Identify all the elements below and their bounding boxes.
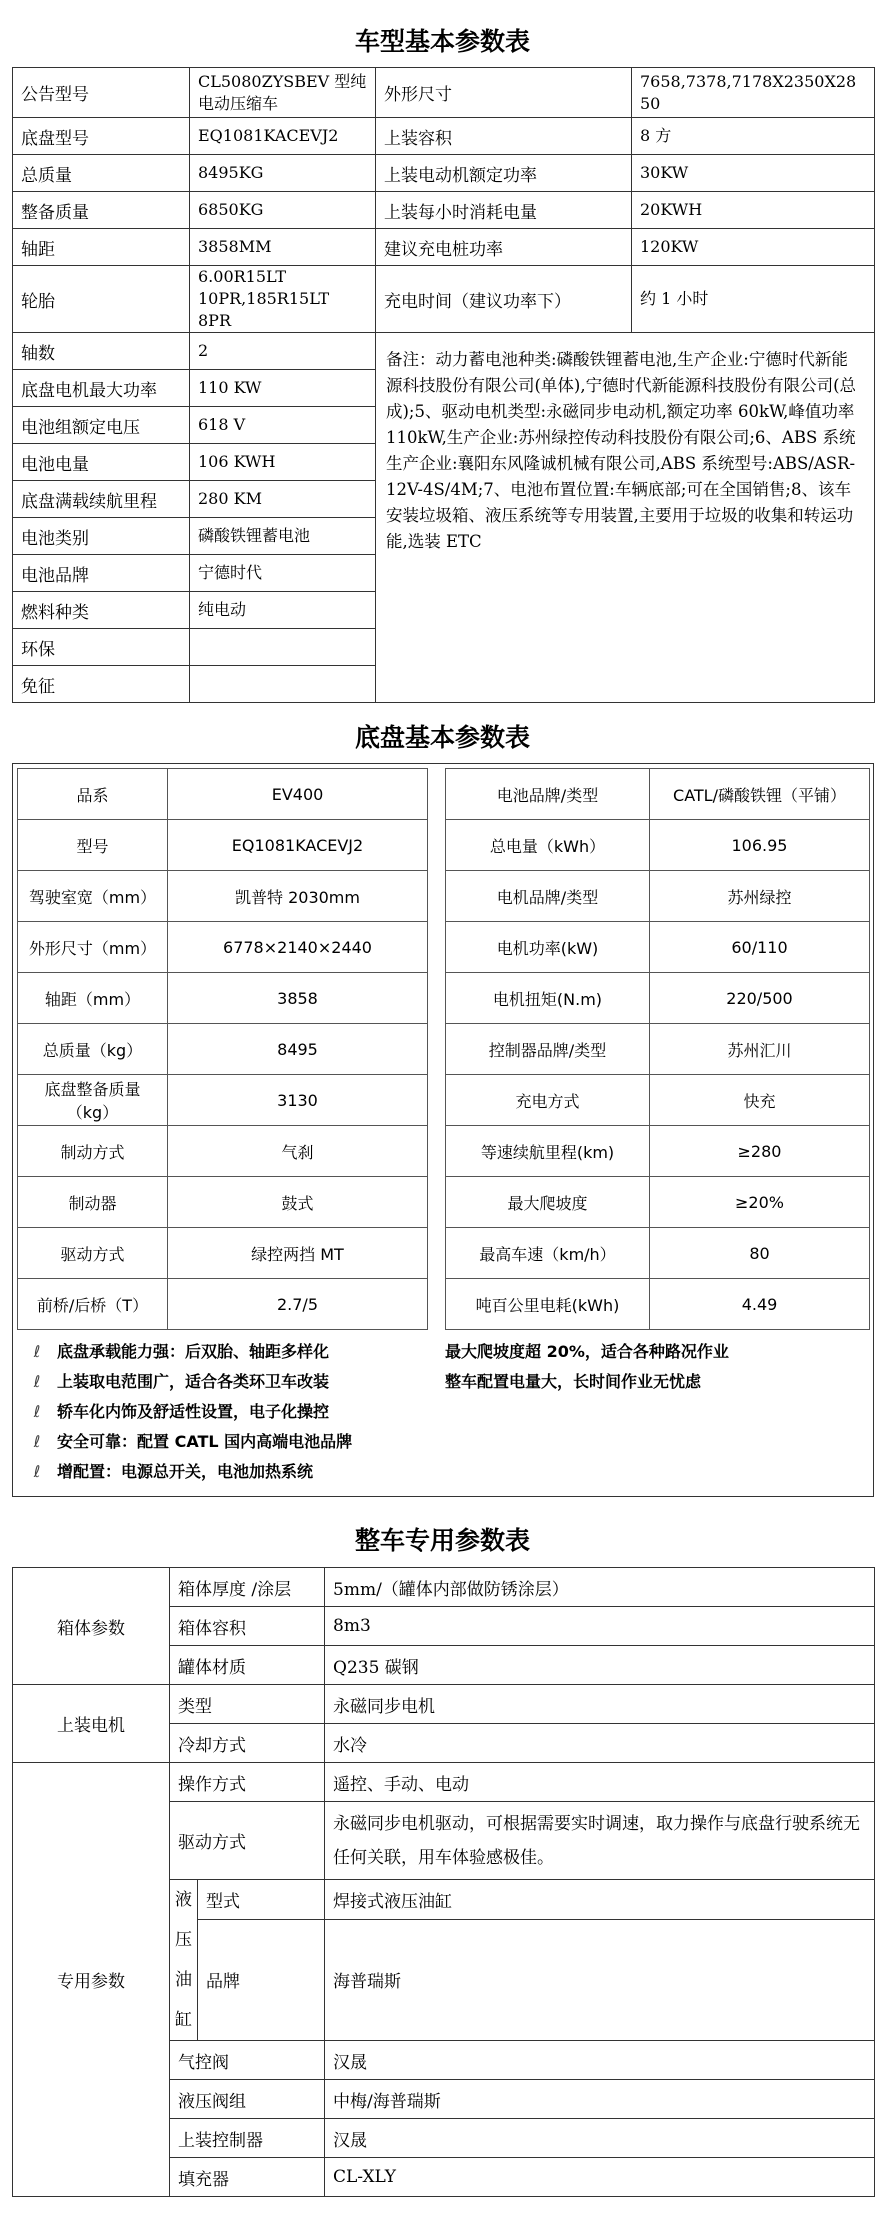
value-cell: 106.95 xyxy=(650,820,870,871)
value-cell: 3130 xyxy=(168,1075,428,1126)
label-cell: 最高车速（km/h） xyxy=(446,1228,650,1279)
feature-item xyxy=(17,1429,869,1452)
value-cell: 3858MM xyxy=(190,229,376,266)
value-cell: 海普瑞斯 xyxy=(325,1919,875,2040)
value-cell: 气刹 xyxy=(168,1126,428,1177)
label-cell: 液压阀组 xyxy=(170,2080,325,2119)
label-cell: 箱体容积 xyxy=(170,1607,325,1646)
group-label-box: 箱体参数 xyxy=(13,1568,170,1685)
feature-left: 上装取电范围广，适合各类环卫车改装 xyxy=(57,1372,330,1391)
value-cell: 5mm/（罐体内部做防锈涂层） xyxy=(325,1568,875,1607)
label-cell: 轴距 xyxy=(13,229,190,266)
feature-item xyxy=(17,1369,869,1392)
table-row xyxy=(13,1568,875,1607)
chassis-params-table xyxy=(17,768,870,1330)
column-gap xyxy=(428,871,446,922)
value-cell: ≥280 xyxy=(650,1126,870,1177)
label-cell: 底盘满载续航里程 xyxy=(13,481,190,518)
label-cell: 箱体厚度 /涂层 xyxy=(170,1568,325,1607)
table-row xyxy=(18,820,870,871)
label-cell: 公告型号 xyxy=(13,68,190,118)
value-cell: 遥控、手动、电动 xyxy=(325,1763,875,1802)
table-row xyxy=(13,1763,875,1802)
column-gap xyxy=(428,1075,446,1126)
column-gap xyxy=(428,769,446,820)
value-cell: EQ1081KACEVJ2 xyxy=(168,820,428,871)
table-row xyxy=(13,192,875,229)
value-cell: CL-XLY xyxy=(325,2158,875,2197)
value-cell: 苏州绿控 xyxy=(650,871,870,922)
column-gap xyxy=(428,1177,446,1228)
table-row xyxy=(18,769,870,820)
label-cell: 品系 xyxy=(18,769,168,820)
table-row xyxy=(18,1126,870,1177)
table-row xyxy=(18,1177,870,1228)
value-cell: 2.7/5 xyxy=(168,1279,428,1330)
label-cell: 电机扭矩(N.m) xyxy=(446,973,650,1024)
label-cell: 制动器 xyxy=(18,1177,168,1228)
label-cell: 制动方式 xyxy=(18,1126,168,1177)
label-cell: 总质量（kg） xyxy=(18,1024,168,1075)
label-cell: 罐体材质 xyxy=(170,1646,325,1685)
feature-right: 最大爬坡度超 20%，适合各种路况作业 xyxy=(445,1342,729,1361)
value-cell: 30KW xyxy=(632,155,875,192)
label-cell: 总质量 xyxy=(13,155,190,192)
label-cell: 冷却方式 xyxy=(170,1724,325,1763)
feature-item xyxy=(17,1399,869,1422)
column-gap xyxy=(428,922,446,973)
column-gap xyxy=(428,820,446,871)
label-cell: 前桥/后桥（T） xyxy=(18,1279,168,1330)
label-cell: 总电量（kWh） xyxy=(446,820,650,871)
value-cell: 3858 xyxy=(168,973,428,1024)
label-cell: 驱动方式 xyxy=(18,1228,168,1279)
value-cell: 快充 xyxy=(650,1075,870,1126)
label-cell: 充电时间（建议功率下） xyxy=(376,266,632,333)
label-cell: 电机功率(kW) xyxy=(446,922,650,973)
label-cell: 电池类别 xyxy=(13,518,190,555)
label-cell: 上装电动机额定功率 xyxy=(376,155,632,192)
value-cell: 8495 xyxy=(168,1024,428,1075)
value-cell: 20KWH xyxy=(632,192,875,229)
column-gap xyxy=(428,1024,446,1075)
value-cell xyxy=(190,666,376,703)
feature-item xyxy=(17,1339,869,1362)
value-cell: CL5080ZYSBEV 型纯电动压缩车 xyxy=(190,68,376,118)
value-cell: 宁德时代 xyxy=(190,555,376,592)
label-cell: 品牌 xyxy=(198,1919,325,2040)
value-cell: 磷酸铁锂蓄电池 xyxy=(190,518,376,555)
feature-left: 轿车化内饰及舒适性设置，电子化操控 xyxy=(57,1402,330,1421)
value-cell: 220/500 xyxy=(650,973,870,1024)
bullet-icon: ℓ xyxy=(33,1462,41,1481)
value-cell: 80 xyxy=(650,1228,870,1279)
label-cell: 整备质量 xyxy=(13,192,190,229)
value-cell: 永磁同步电机驱动，可根据需要实时调速，取力操作与底盘行驶系统无任何关联，用车体验感极佳。 xyxy=(325,1802,875,1880)
value-cell: 6850KG xyxy=(190,192,376,229)
value-cell: 汉晟 xyxy=(325,2041,875,2080)
value-cell: 鼓式 xyxy=(168,1177,428,1228)
table-row xyxy=(18,1075,870,1126)
value-cell: 280 KM xyxy=(190,481,376,518)
bullet-icon: ℓ xyxy=(33,1402,41,1421)
table-row xyxy=(13,333,875,370)
value-cell: 焊接式液压油缸 xyxy=(325,1880,875,1920)
value-cell: 中梅/海普瑞斯 xyxy=(325,2080,875,2119)
value-cell: 汉晟 xyxy=(325,2119,875,2158)
value-cell: EV400 xyxy=(168,769,428,820)
value-cell: ≥20% xyxy=(650,1177,870,1228)
table-row xyxy=(13,1685,875,1724)
label-cell: 填充器 xyxy=(170,2158,325,2197)
label-cell: 底盘电机最大功率 xyxy=(13,370,190,407)
feature-left: 增配置：电源总开关，电池加热系统 xyxy=(57,1462,314,1481)
value-cell: 60/110 xyxy=(650,922,870,973)
value-cell: 约 1 小时 xyxy=(632,266,875,333)
value-cell: Q235 碳钢 xyxy=(325,1646,875,1685)
value-cell: 8495KG xyxy=(190,155,376,192)
column-gap xyxy=(428,1228,446,1279)
label-cell: 建议充电桩功率 xyxy=(376,229,632,266)
value-cell: 120KW xyxy=(632,229,875,266)
value-cell: 苏州汇川 xyxy=(650,1024,870,1075)
table-row xyxy=(13,118,875,155)
special-params-table xyxy=(12,1567,875,2197)
label-cell: 电池品牌/类型 xyxy=(446,769,650,820)
label-cell: 电池品牌 xyxy=(13,555,190,592)
label-cell: 轴距（mm） xyxy=(18,973,168,1024)
label-cell: 电池电量 xyxy=(13,444,190,481)
table-row xyxy=(18,1279,870,1330)
hydraulic-cylinder-label xyxy=(170,1880,198,2041)
table-row xyxy=(13,155,875,192)
table-row xyxy=(18,922,870,973)
bullet-icon: ℓ xyxy=(33,1372,41,1391)
value-cell: 绿控两挡 MT xyxy=(168,1228,428,1279)
label-cell: 等速续航里程(km) xyxy=(446,1126,650,1177)
bullet-icon: ℓ xyxy=(33,1432,41,1451)
vehicle-params-table xyxy=(12,67,875,703)
value-cell: 水冷 xyxy=(325,1724,875,1763)
label-cell: 型式 xyxy=(198,1880,325,1920)
column-gap xyxy=(428,973,446,1024)
value-cell: EQ1081KACEVJ2 xyxy=(190,118,376,155)
value-cell: 8m3 xyxy=(325,1607,875,1646)
label-cell: 轴数 xyxy=(13,333,190,370)
label-cell: 驱动方式 xyxy=(170,1802,325,1880)
table-row xyxy=(18,871,870,922)
label-cell: 控制器品牌/类型 xyxy=(446,1024,650,1075)
group-label-special: 专用参数 xyxy=(13,1763,170,2197)
chassis-section xyxy=(12,763,874,1497)
value-cell: 8 方 xyxy=(632,118,875,155)
value-cell: 永磁同步电机 xyxy=(325,1685,875,1724)
value-cell: 7658,7378,7178X2350X2850 xyxy=(632,68,875,118)
vehicle-table-title: 车型基本参数表 xyxy=(354,27,530,56)
special-table-title: 整车专用参数表 xyxy=(354,1526,530,1555)
label-cell: 上装控制器 xyxy=(170,2119,325,2158)
table-row xyxy=(13,266,875,333)
value-cell: CATL/磷酸铁锂（平铺） xyxy=(650,769,870,820)
cyl-char: 油 xyxy=(175,1970,192,1990)
label-cell: 外形尺寸（mm） xyxy=(18,922,168,973)
label-cell: 电池组额定电压 xyxy=(13,407,190,444)
label-cell: 操作方式 xyxy=(170,1763,325,1802)
label-cell: 外形尺寸 xyxy=(376,68,632,118)
label-cell: 环保 xyxy=(13,629,190,666)
feature-left: 安全可靠：配置 CATL 国内高端电池品牌 xyxy=(57,1432,353,1451)
group-label-motor: 上装电机 xyxy=(13,1685,170,1763)
value-cell: 2 xyxy=(190,333,376,370)
value-cell: 618 V xyxy=(190,407,376,444)
label-cell: 上装每小时消耗电量 xyxy=(376,192,632,229)
label-cell: 充电方式 xyxy=(446,1075,650,1126)
feature-left: 底盘承载能力强：后双胎、轴距多样化 xyxy=(57,1342,330,1361)
value-cell: 凯普特 2030mm xyxy=(168,871,428,922)
value-cell: 106 KWH xyxy=(190,444,376,481)
label-cell: 免征 xyxy=(13,666,190,703)
value-cell: 4.49 xyxy=(650,1279,870,1330)
table-row xyxy=(13,229,875,266)
label-cell: 最大爬坡度 xyxy=(446,1177,650,1228)
label-cell: 燃料种类 xyxy=(13,592,190,629)
cyl-char: 缸 xyxy=(175,2010,192,2030)
table-row xyxy=(18,1228,870,1279)
feature-right: 整车配置电量大，长时间作业无忧虑 xyxy=(445,1372,702,1391)
cyl-char: 压 xyxy=(175,1930,192,1950)
bullet-icon: ℓ xyxy=(33,1342,41,1361)
value-cell: 纯电动 xyxy=(190,592,376,629)
label-cell: 底盘整备质量（kg） xyxy=(18,1075,168,1126)
remarks-cell: 备注：动力蓄电池种类:磷酸铁锂蓄电池,生产企业:宁德时代新能源科技股份有限公司(单体),宁德时代新能源科技股份有限公司(总成);5、驱动电机类型:永磁同步电动机,额定功率 60kW,峰值功率 110kW,生产企业:苏州绿控传动科技股份有限公司;6、ABS 系统生产企业:襄阳东风隆诚机械有限公司,ABS 系统型号:ABS/ASR-12V-4S/4M;7、电池布置位置:车辆底部;可在全国销售;8、该车安装垃圾箱、液压系统等专用装置,主要用于垃圾的收集和转运功能,选装 ETC xyxy=(376,333,875,703)
feature-item xyxy=(17,1459,869,1482)
value-cell: 6.00R15LT 10PR,185R15LT 8PR xyxy=(190,266,376,333)
value-cell: 6778×2140×2440 xyxy=(168,922,428,973)
column-gap xyxy=(428,1126,446,1177)
label-cell: 气控阀 xyxy=(170,2041,325,2080)
table-row xyxy=(13,68,875,118)
value-cell: 110 KW xyxy=(190,370,376,407)
column-gap xyxy=(428,1279,446,1330)
cyl-char: 液 xyxy=(175,1890,192,1910)
label-cell: 驾驶室宽（mm） xyxy=(18,871,168,922)
label-cell: 吨百公里电耗(kWh) xyxy=(446,1279,650,1330)
table-row xyxy=(18,973,870,1024)
table-row xyxy=(18,1024,870,1075)
label-cell: 类型 xyxy=(170,1685,325,1724)
label-cell: 型号 xyxy=(18,820,168,871)
label-cell: 上装容积 xyxy=(376,118,632,155)
chassis-table-title: 底盘基本参数表 xyxy=(354,723,530,752)
value-cell xyxy=(190,629,376,666)
label-cell: 底盘型号 xyxy=(13,118,190,155)
label-cell: 轮胎 xyxy=(13,266,190,333)
label-cell: 电机品牌/类型 xyxy=(446,871,650,922)
